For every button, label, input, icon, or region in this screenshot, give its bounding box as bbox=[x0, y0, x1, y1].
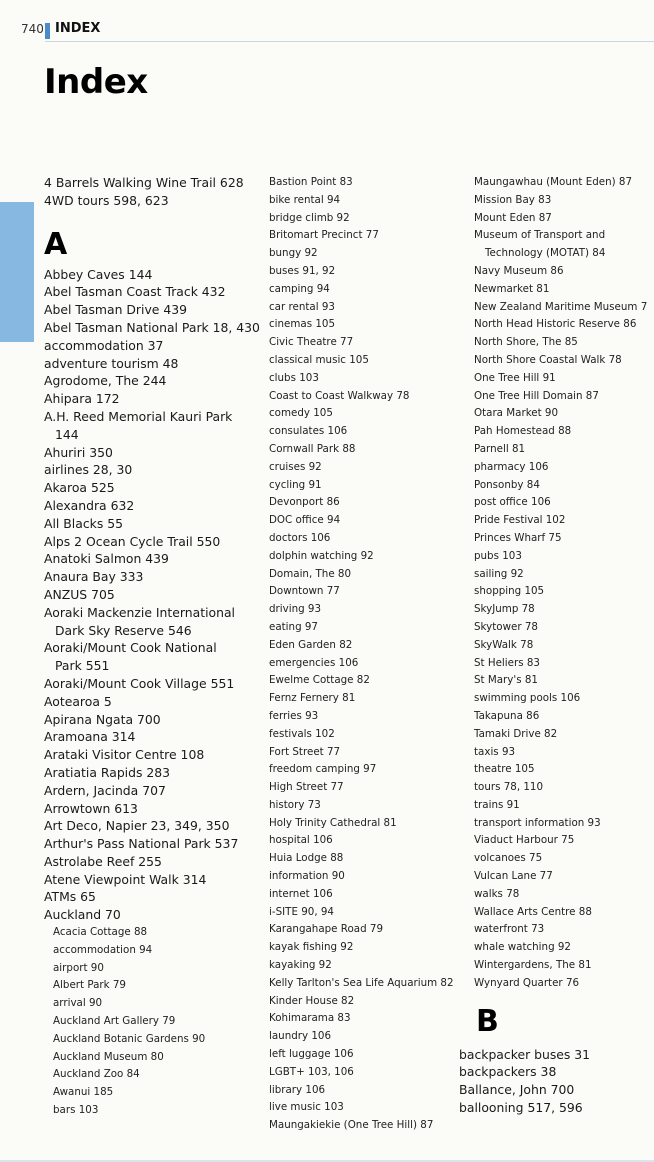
index-entry bbox=[44, 675, 254, 693]
index-entry: Huia Lodge 88 bbox=[269, 852, 344, 865]
index-entry-continuation: Park 551 bbox=[55, 658, 110, 674]
index-entry-text: Auckland 70 bbox=[44, 907, 121, 923]
letter-heading-b: B bbox=[476, 1003, 499, 1039]
index-entry bbox=[474, 494, 654, 512]
index-entry: Kohimarama 83 bbox=[269, 1012, 351, 1025]
index-entry bbox=[474, 441, 654, 459]
index-entry bbox=[474, 210, 654, 228]
index-entry-text: Astrolabe Reef 255 bbox=[44, 853, 162, 869]
index-entry-text: trains 91 bbox=[474, 798, 520, 811]
index-entry: Bastion Point 83 bbox=[269, 176, 353, 188]
index-entry: Maungakiekie (One Tree Hill) 87 bbox=[269, 1119, 434, 1132]
index-entry: freedom camping 97 bbox=[269, 763, 377, 776]
index-entry bbox=[474, 192, 654, 210]
index-entry-text: Alexandra 632 bbox=[44, 497, 135, 513]
index-entry: Auckland Zoo 84 bbox=[53, 1068, 140, 1081]
index-entry-continuation: 144 bbox=[55, 426, 79, 442]
index-entry-text: Takapuna 86 bbox=[474, 709, 540, 722]
index-entry bbox=[474, 512, 654, 530]
index-entry bbox=[44, 266, 254, 284]
index-entry-text: Ahipara 172 bbox=[44, 391, 120, 407]
index-entry-text: North Shore, The 85 bbox=[474, 336, 578, 349]
index-entry bbox=[474, 708, 654, 726]
index-entry-text: St Mary's 81 bbox=[474, 674, 538, 687]
index-entry bbox=[474, 316, 654, 334]
index-entry-text: Apirana Ngata 700 bbox=[44, 711, 161, 727]
index-entry: Coast to Coast Walkway 78 bbox=[269, 389, 410, 402]
index-entry-text: sailing 92 bbox=[474, 567, 524, 580]
index-entry: arrival 90 bbox=[53, 997, 103, 1010]
index-entry bbox=[44, 871, 254, 889]
index-entry bbox=[44, 746, 254, 764]
index-entry-text: Pride Festival 102 bbox=[474, 514, 566, 527]
index-entry-text: Museum of Transport and bbox=[474, 229, 606, 242]
index-entry-text: North Head Historic Reserve 86 bbox=[474, 318, 637, 331]
index-entry bbox=[474, 939, 654, 957]
index-entry: Acacia Cottage 88 bbox=[53, 926, 148, 939]
index-entry-text: Wynyard Quarter 76 bbox=[474, 976, 580, 989]
index-entry: bars 103 bbox=[53, 1104, 99, 1117]
index-entry: bungy 92 bbox=[269, 247, 318, 260]
index-entry bbox=[44, 764, 254, 782]
index-entry-text: New Zealand Maritime Museum 7 bbox=[474, 300, 648, 313]
index-entry bbox=[474, 921, 654, 939]
index-entry: Ballance, John 700 bbox=[459, 1082, 575, 1098]
index-entry: left luggage 106 bbox=[269, 1048, 354, 1061]
index-entry: history 73 bbox=[269, 798, 321, 811]
index-entry bbox=[474, 174, 654, 192]
index-entry bbox=[474, 530, 654, 548]
index-entry-text: Akaroa 525 bbox=[44, 480, 115, 496]
index-entry: clubs 103 bbox=[269, 371, 319, 384]
index-entry bbox=[44, 853, 254, 871]
index-entry bbox=[474, 619, 654, 637]
index-entry-text: Aramoana 314 bbox=[44, 729, 136, 745]
index-entry bbox=[474, 388, 654, 406]
index-entry-text: SkyWalk 78 bbox=[474, 638, 534, 651]
index-entry-text: Princes Wharf 75 bbox=[474, 531, 562, 544]
index-entry-text: walks 78 bbox=[474, 887, 520, 900]
index-entry-text: transport information 93 bbox=[474, 816, 601, 829]
index-entry-text: Navy Museum 86 bbox=[474, 264, 564, 277]
index-entry-text: waterfront 73 bbox=[474, 923, 545, 936]
index-entry: Devonport 86 bbox=[269, 496, 340, 509]
index-entry-text: ANZUS 705 bbox=[44, 586, 115, 602]
index-entry bbox=[474, 832, 654, 850]
index-entry bbox=[44, 372, 254, 390]
index-entry-text: Wallace Arts Centre 88 bbox=[474, 905, 592, 918]
index-entry bbox=[474, 263, 654, 281]
index-entry-text: Mount Eden 87 bbox=[474, 211, 552, 224]
index-entry bbox=[44, 337, 254, 355]
index-entry-text: taxis 93 bbox=[474, 745, 516, 758]
index-column-3 bbox=[459, 174, 654, 1117]
index-entry bbox=[44, 693, 254, 711]
index-entry bbox=[44, 586, 254, 604]
index-entry: accommodation 94 bbox=[53, 943, 153, 956]
index-entry-text: Aoraki/Mount Cook Village 551 bbox=[44, 675, 235, 691]
index-entry: i-SITE 90, 94 bbox=[269, 905, 334, 918]
index-entry: backpacker buses 31 bbox=[459, 1046, 591, 1062]
index-entry: buses 91, 92 bbox=[269, 264, 336, 277]
index-entry: Civic Theatre 77 bbox=[269, 336, 354, 349]
index-entry bbox=[44, 906, 254, 924]
index-entry-continuation: Technology (MOTAT) 84 bbox=[485, 247, 606, 260]
index-entry-text: Abel Tasman National Park 18, 430 bbox=[44, 319, 260, 335]
index-entry: Kelly Tarlton's Sea Life Aquarium 82 bbox=[269, 976, 454, 989]
index-entry-text: All Blacks 55 bbox=[44, 515, 123, 531]
index-entry bbox=[474, 904, 654, 922]
index-entry bbox=[44, 835, 254, 853]
index-entry-text: Atene Viewpoint Walk 314 bbox=[44, 871, 207, 887]
index-entry: backpackers 38 bbox=[459, 1064, 557, 1080]
index-entry: live music 103 bbox=[269, 1101, 344, 1114]
index-entry-text: Anaura Bay 333 bbox=[44, 569, 144, 585]
index-entry-text: Skytower 78 bbox=[474, 620, 538, 633]
index-entry-text: theatre 105 bbox=[474, 763, 535, 776]
index-entry-text: Aratiatia Rapids 283 bbox=[44, 764, 171, 780]
index-entry: Eden Garden 82 bbox=[269, 638, 353, 651]
index-entry: Kinder House 82 bbox=[269, 994, 355, 1007]
index-entry-text: Alps 2 Ocean Cycle Trail 550 bbox=[44, 533, 221, 549]
index-entry bbox=[44, 444, 254, 462]
index-entry bbox=[474, 583, 654, 601]
index-entry bbox=[474, 726, 654, 744]
page-title: Index bbox=[44, 62, 148, 102]
index-entry: Albert Park 79 bbox=[53, 979, 126, 992]
index-entry bbox=[474, 655, 654, 673]
index-entry-text: Abel Tasman Drive 439 bbox=[44, 302, 187, 318]
index-entry: Auckland Art Gallery 79 bbox=[53, 1015, 176, 1028]
index-entry bbox=[474, 850, 654, 868]
index-entry bbox=[474, 957, 654, 975]
index-entry bbox=[44, 408, 254, 444]
index-entry: classical music 105 bbox=[269, 353, 369, 366]
index-entry bbox=[44, 390, 254, 408]
running-header: INDEX bbox=[55, 21, 101, 36]
index-entry bbox=[44, 888, 254, 906]
index-entry-text: Newmarket 81 bbox=[474, 282, 550, 295]
index-column-2 bbox=[269, 174, 469, 1135]
index-entry: Holy Trinity Cathedral 81 bbox=[269, 816, 397, 829]
index-entry-text: pharmacy 106 bbox=[474, 460, 549, 473]
index-entry: car rental 93 bbox=[269, 300, 335, 313]
section-marker bbox=[45, 23, 50, 39]
index-entry bbox=[474, 459, 654, 477]
index-entry-text: pubs 103 bbox=[474, 549, 522, 562]
index-entry bbox=[474, 815, 654, 833]
index-entry bbox=[474, 370, 654, 388]
index-entry: laundry 106 bbox=[269, 1030, 332, 1043]
index-entry bbox=[44, 319, 260, 337]
index-entry: cruises 92 bbox=[269, 460, 322, 473]
index-entry: Cornwall Park 88 bbox=[269, 442, 356, 455]
index-entry-text: A.H. Reed Memorial Kauri Park bbox=[44, 408, 233, 424]
index-entry: consulates 106 bbox=[269, 425, 348, 438]
index-entry bbox=[44, 283, 254, 301]
index-entry: bridge climb 92 bbox=[269, 211, 350, 224]
index-entry bbox=[474, 975, 654, 993]
index-entry bbox=[474, 868, 654, 886]
index-entry-text: accommodation 37 bbox=[44, 337, 164, 353]
index-entry bbox=[474, 690, 654, 708]
index-entry: ballooning 517, 596 bbox=[459, 1100, 583, 1116]
index-entry: internet 106 bbox=[269, 887, 333, 900]
index-entry-text: Aotearoa 5 bbox=[44, 693, 112, 709]
index-entry: Ewelme Cottage 82 bbox=[269, 674, 370, 687]
index-entry-text: Aoraki/Mount Cook National bbox=[44, 640, 217, 656]
index-entry-text: volcanoes 75 bbox=[474, 852, 543, 865]
index-entry-text: SkyJump 78 bbox=[474, 603, 535, 616]
index-entry-text: post office 106 bbox=[474, 496, 551, 509]
index-entry: Downtown 77 bbox=[269, 585, 340, 598]
index-entry bbox=[474, 797, 654, 815]
index-entry-text: Arthur's Pass National Park 537 bbox=[44, 836, 239, 852]
index-entry bbox=[44, 604, 254, 640]
index-entry-text: Mission Bay 83 bbox=[474, 193, 552, 206]
index-entry bbox=[44, 461, 254, 479]
index-entry: ferries 93 bbox=[269, 709, 319, 722]
index-entry: Karangahape Road 79 bbox=[269, 923, 383, 936]
index-entry-text: Parnell 81 bbox=[474, 442, 526, 455]
index-entry-text: airlines 28, 30 bbox=[44, 462, 133, 478]
index-entry-text: Otara Market 90 bbox=[474, 407, 559, 420]
index-entry bbox=[474, 672, 654, 690]
index-entry-text: Ponsonby 84 bbox=[474, 478, 540, 491]
index-entry bbox=[44, 515, 254, 533]
index-entry: cinemas 105 bbox=[269, 318, 336, 331]
index-entry: comedy 105 bbox=[269, 407, 333, 420]
index-entry-text: Abbey Caves 144 bbox=[44, 266, 153, 282]
index-entry: 4WD tours 598, 623 bbox=[44, 192, 169, 208]
index-entry: kayaking 92 bbox=[269, 959, 332, 972]
index-entry: eating 97 bbox=[269, 620, 318, 633]
index-entry bbox=[44, 817, 254, 835]
index-entry: Fort Street 77 bbox=[269, 745, 341, 758]
index-entry: driving 93 bbox=[269, 603, 322, 616]
index-entry bbox=[44, 497, 254, 515]
index-entry bbox=[474, 352, 654, 370]
index-entry: information 90 bbox=[269, 870, 345, 883]
index-entry bbox=[474, 637, 654, 655]
index-entry bbox=[474, 744, 654, 762]
index-entry bbox=[44, 568, 254, 586]
index-entry bbox=[44, 301, 254, 319]
index-entry bbox=[44, 800, 254, 818]
index-entry-text: swimming pools 106 bbox=[474, 692, 581, 705]
index-entry: kayak fishing 92 bbox=[269, 941, 354, 954]
index-entry bbox=[44, 639, 254, 675]
index-entry bbox=[474, 761, 654, 779]
index-entry-text: Art Deco, Napier 23, 349, 350 bbox=[44, 818, 230, 834]
index-entry bbox=[44, 728, 254, 746]
index-entry bbox=[474, 779, 654, 797]
index-entry bbox=[44, 479, 254, 497]
index-entry bbox=[474, 405, 654, 423]
index-entry-text: Arataki Visitor Centre 108 bbox=[44, 747, 205, 763]
index-entry bbox=[474, 886, 654, 904]
index-entry-text: Maungawhau (Mount Eden) 87 bbox=[474, 176, 633, 188]
index-entry-text: Tamaki Drive 82 bbox=[474, 727, 558, 740]
index-entry-text: Abel Tasman Coast Track 432 bbox=[44, 284, 226, 300]
index-entry: bike rental 94 bbox=[269, 193, 341, 206]
index-entry bbox=[474, 477, 654, 495]
index-entry-text: Ahuriri 350 bbox=[44, 444, 113, 460]
index-entry bbox=[44, 550, 254, 568]
index-entry bbox=[474, 423, 654, 441]
index-entry: Fernz Fernery 81 bbox=[269, 692, 356, 705]
index-entry: dolphin watching 92 bbox=[269, 549, 374, 562]
index-column-1 bbox=[44, 174, 260, 1120]
index-entry-text: adventure tourism 48 bbox=[44, 355, 179, 371]
index-entry: hospital 106 bbox=[269, 834, 333, 847]
index-entry bbox=[474, 601, 654, 619]
index-entry: airport 90 bbox=[53, 961, 104, 974]
letter-heading-a: A bbox=[44, 226, 68, 262]
index-entry-text: ATMs 65 bbox=[44, 889, 96, 905]
index-entry: festivals 102 bbox=[269, 727, 335, 740]
index-entry bbox=[474, 566, 654, 584]
index-entry-text: Anatoki Salmon 439 bbox=[44, 551, 169, 567]
index-entry: Auckland Botanic Gardens 90 bbox=[53, 1032, 206, 1045]
index-entry-text: Arrowtown 613 bbox=[44, 800, 138, 816]
index-entry: High Street 77 bbox=[269, 781, 344, 794]
index-entry-text: shopping 105 bbox=[474, 585, 545, 598]
index-entry bbox=[44, 782, 254, 800]
thumb-index-tab bbox=[0, 202, 34, 342]
index-entry-text: St Heliers 83 bbox=[474, 656, 540, 669]
index-entry bbox=[44, 355, 254, 373]
index-entry bbox=[474, 334, 654, 352]
index-entry: cycling 91 bbox=[269, 478, 322, 491]
index-entry: LGBT+ 103, 106 bbox=[269, 1065, 354, 1078]
index-entry bbox=[44, 533, 254, 551]
index-entry-text: Ardern, Jacinda 707 bbox=[44, 782, 166, 798]
index-entry bbox=[474, 548, 654, 566]
index-entry-text: Aoraki Mackenzie International bbox=[44, 604, 235, 620]
index-entry-text: Vulcan Lane 77 bbox=[474, 870, 553, 883]
index-entry bbox=[474, 227, 654, 263]
index-entry bbox=[474, 281, 654, 299]
index-entry-text: One Tree Hill 91 bbox=[474, 371, 556, 384]
index-entry-text: Viaduct Harbour 75 bbox=[474, 834, 575, 847]
index-entry: 4 Barrels Walking Wine Trail 628 bbox=[44, 175, 244, 190]
index-entry: DOC office 94 bbox=[269, 514, 341, 527]
index-entry-text: tours 78, 110 bbox=[474, 781, 544, 794]
index-entry-text: North Shore Coastal Walk 78 bbox=[474, 353, 622, 366]
index-entry: Domain, The 80 bbox=[269, 567, 352, 580]
index-entry: Britomart Precinct 77 bbox=[269, 229, 379, 242]
index-entry-text: whale watching 92 bbox=[474, 941, 571, 954]
header-divider bbox=[45, 41, 654, 42]
index-entry: emergencies 106 bbox=[269, 656, 359, 669]
index-entry-text: Wintergardens, The 81 bbox=[474, 959, 592, 972]
index-entry: camping 94 bbox=[269, 282, 330, 295]
index-entry bbox=[44, 711, 254, 729]
index-entry-text: Pah Homestead 88 bbox=[474, 425, 572, 438]
index-entry: Auckland Museum 80 bbox=[53, 1050, 164, 1063]
index-entry: Awanui 185 bbox=[53, 1086, 114, 1099]
index-entry bbox=[474, 299, 654, 317]
index-entry: doctors 106 bbox=[269, 531, 331, 544]
index-entry-text: Agrodome, The 244 bbox=[44, 373, 167, 389]
page-number: 740 bbox=[21, 22, 44, 36]
index-entry-continuation: Dark Sky Reserve 546 bbox=[55, 622, 192, 638]
index-entry-text: One Tree Hill Domain 87 bbox=[474, 389, 599, 402]
index-entry: library 106 bbox=[269, 1083, 326, 1096]
